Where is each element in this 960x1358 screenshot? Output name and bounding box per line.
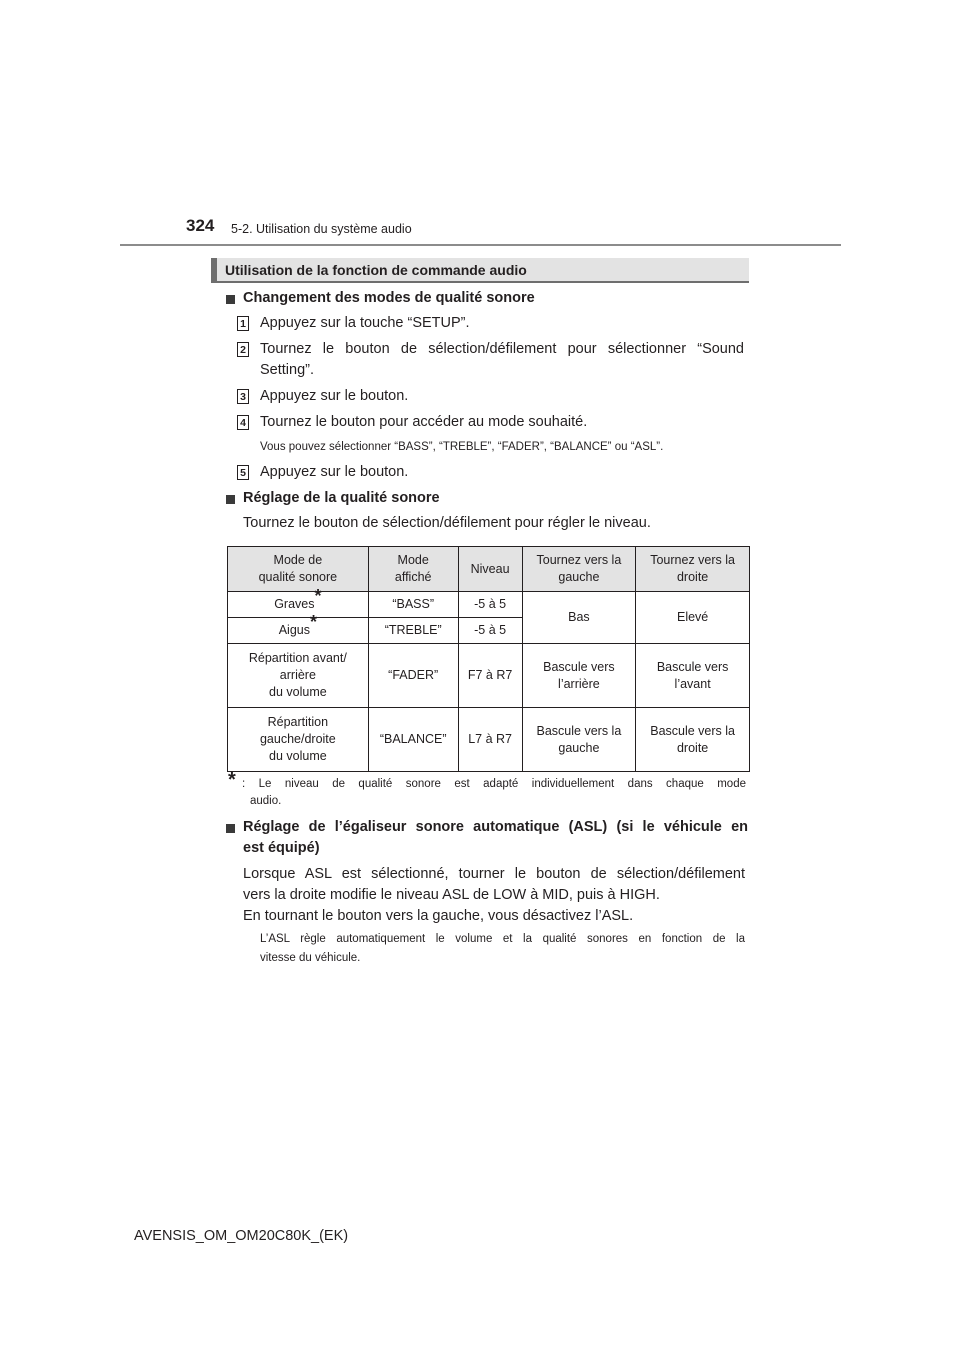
asl-note-line1: L’ASL règle automatiquement le volume et la qualité sonores en fonction de la: [260, 933, 745, 945]
step-number-4: 4: [237, 415, 249, 430]
step-note: Vous pouvez sélectionner “BASS”, “TREBLE”, “FADER”, “BALANCE” ou “ASL”.: [260, 441, 664, 453]
step-number-2: 2: [237, 342, 249, 357]
table-cell: Bascule vers l’avant: [636, 644, 750, 708]
square-bullet-icon: [226, 495, 235, 504]
header-rule: [120, 244, 841, 246]
step-text-2-line1: Tournez le bouton de sélection/défilement pour sélectionner “Sound: [260, 341, 744, 357]
table-cell: “FADER”: [368, 644, 458, 708]
banner-accent-bar: [211, 258, 217, 281]
header-cell: Mode de qualité sonore: [228, 547, 369, 592]
table-cell: F7 à R7: [458, 644, 522, 708]
table-cell: -5 à 5: [458, 592, 522, 618]
square-bullet-icon: [226, 295, 235, 304]
table-cell: Bas: [522, 592, 636, 644]
banner-title: Utilisation de la fonction de commande audio: [225, 262, 527, 278]
sound-mode-table: [227, 546, 750, 772]
step-text-3: Appuyez sur le bouton.: [260, 388, 409, 404]
table-cell: “TREBLE”: [368, 618, 458, 644]
step-text-2-line2: Setting”.: [260, 362, 314, 378]
asl-text-line2: vers la droite modifie le niveau ASL de LOW à MID, puis à HIGH.: [243, 887, 660, 903]
table-cell: “BASS”: [368, 592, 458, 618]
footnote-line1: : Le niveau de qualité sonore est adapté individuellement dans chaque mode: [242, 778, 746, 790]
heading-asl-line2: est équipé): [243, 840, 320, 856]
table-cell: Répartition gauche/droite du volume: [228, 708, 369, 772]
table-cell: Graves*: [228, 592, 369, 618]
asl-note-line2: vitesse du véhicule.: [260, 952, 361, 964]
step-text-5: Appuyez sur le bouton.: [260, 464, 409, 480]
table-cell: Répartition avant/ arrière du volume: [228, 644, 369, 708]
table-header-row: [228, 547, 750, 592]
asl-text-line1: Lorsque ASL est sélectionné, tourner le bouton de sélection/défilement: [243, 866, 745, 882]
table-cell: Bascule vers la droite: [636, 708, 750, 772]
asl-text-line3: En tournant le bouton vers la gauche, vous désactivez l’ASL.: [243, 908, 634, 924]
table-row: [228, 708, 750, 772]
section-banner: [211, 258, 749, 283]
asterisk-icon: *: [228, 769, 236, 791]
table-cell: “BALANCE”: [368, 708, 458, 772]
document-code: AVENSIS_OM_OM20C80K_(EK): [134, 1228, 349, 1244]
step-number-3: 3: [237, 389, 249, 404]
step-number-1: 1: [237, 316, 249, 331]
table-cell: Elevé: [636, 592, 750, 644]
footnote-line2: audio.: [250, 795, 282, 807]
header-cell: Tournez vers la gauche: [522, 547, 636, 592]
section-title: 5-2. Utilisation du système audio: [231, 222, 412, 236]
header-cell: Niveau: [458, 547, 522, 592]
page-number: 324: [186, 216, 215, 235]
square-bullet-icon: [226, 824, 235, 833]
table-cell: -5 à 5: [458, 618, 522, 644]
step-text-1: Appuyez sur la touche “SETUP”.: [260, 315, 470, 331]
table-cell: Bascule vers l’arrière: [522, 644, 636, 708]
table-row: [228, 592, 750, 618]
step-text-4: Tournez le bouton pour accéder au mode souhaité.: [260, 414, 588, 430]
step-number-5: 5: [237, 465, 249, 480]
header-cell: Mode affiché: [368, 547, 458, 592]
table-cell: L7 à R7: [458, 708, 522, 772]
sound-quality-text: Tournez le bouton de sélection/défilement pour régler le niveau.: [243, 515, 651, 531]
header-cell: Tournez vers la droite: [636, 547, 750, 592]
table-cell: Bascule vers la gauche: [522, 708, 636, 772]
table-row: [228, 644, 750, 708]
table-cell: Aigus*: [228, 618, 369, 644]
